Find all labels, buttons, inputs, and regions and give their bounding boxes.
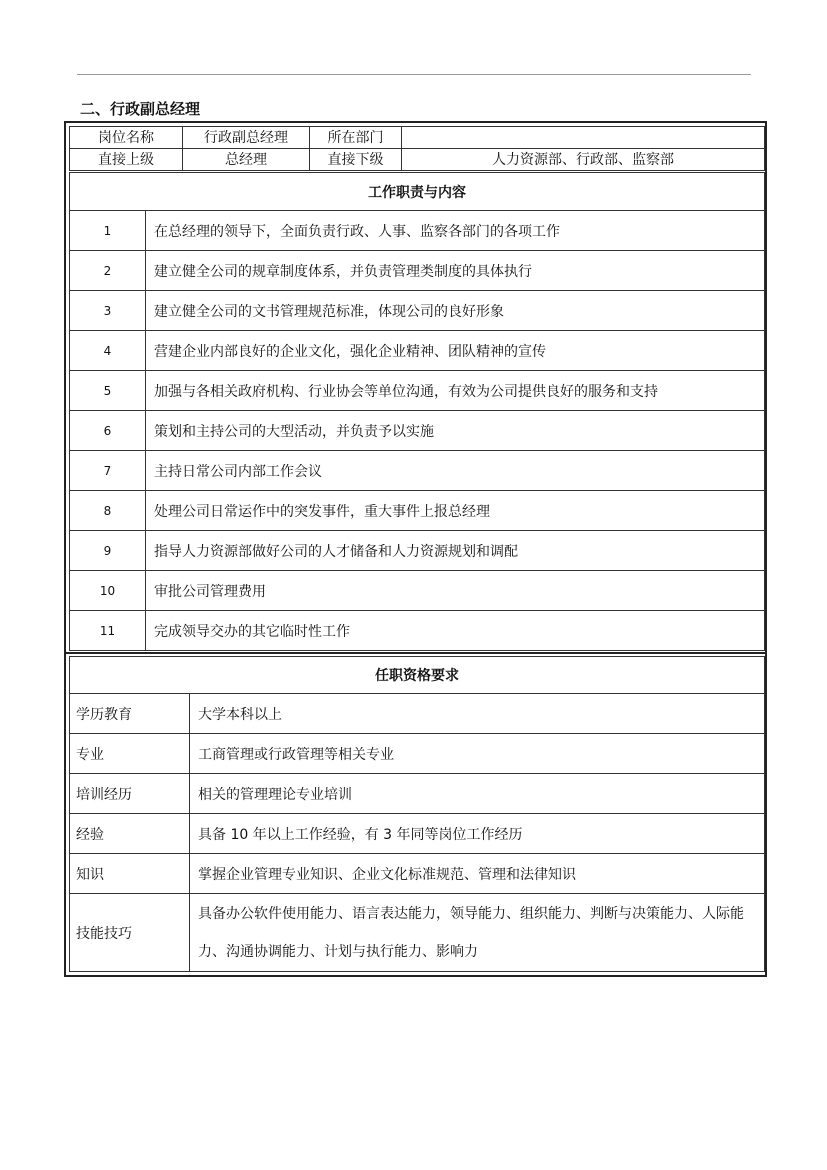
duty-text: 建立健全公司的文书管理规范标准，体现公司的良好形象 [146,291,765,331]
table-row [70,411,765,451]
label-superior: 直接上级 [70,149,183,171]
section-heading: 二、行政副总经理 [80,100,201,118]
table-row [70,211,765,251]
table-row [70,451,765,491]
value-department [402,127,765,149]
table-row [70,657,765,694]
header-rule [77,74,751,75]
table-row [70,774,765,814]
value-position: 行政副总经理 [183,127,310,149]
table-row [70,694,765,734]
duty-number: 9 [70,531,146,571]
table-row [70,149,765,171]
table-row [70,173,765,211]
requirement-value: 相关的管理理论专业培训 [190,774,765,814]
requirement-label: 学历教育 [70,694,190,734]
label-subordinate: 直接下级 [310,149,402,171]
requirements-title: 任职资格要求 [70,657,765,694]
requirement-value: 具备 10 年以上工作经验，有 3 年同等岗位工作经历 [190,814,765,854]
value-superior: 总经理 [183,149,310,171]
duty-text: 主持日常公司内部工作会议 [146,451,765,491]
duty-number: 10 [70,571,146,611]
duty-text: 指导人力资源部做好公司的人才储备和人力资源规划和调配 [146,531,765,571]
table-row [70,611,765,651]
label-position: 岗位名称 [70,127,183,149]
requirement-value: 大学本科以上 [190,694,765,734]
duty-number: 11 [70,611,146,651]
label-department: 所在部门 [310,127,402,149]
duty-number: 8 [70,491,146,531]
duty-number: 5 [70,371,146,411]
table-row [70,127,765,149]
duties-table [69,172,765,651]
table-row [70,571,765,611]
table-row [70,331,765,371]
duty-text: 审批公司管理费用 [146,571,765,611]
duty-number: 4 [70,331,146,371]
duty-text: 在总经理的领导下，全面负责行政、人事、监察各部门的各项工作 [146,211,765,251]
requirement-value: 掌握企业管理专业知识、企业文化标准规范、管理和法律知识 [190,854,765,894]
table-row [70,251,765,291]
table-row [70,371,765,411]
duty-number: 3 [70,291,146,331]
duty-number: 7 [70,451,146,491]
requirement-label: 培训经历 [70,774,190,814]
duties-title: 工作职责与内容 [70,173,765,211]
duty-number: 6 [70,411,146,451]
duty-text: 处理公司日常运作中的突发事件，重大事件上报总经理 [146,491,765,531]
requirement-label: 经验 [70,814,190,854]
table-row [70,894,765,972]
requirements-table [69,656,765,972]
table-row [70,531,765,571]
table-row [70,854,765,894]
value-subordinate: 人力资源部、行政部、监察部 [402,149,765,171]
table-row [70,734,765,774]
requirement-label: 专业 [70,734,190,774]
duty-number: 2 [70,251,146,291]
duty-text: 营建企业内部良好的企业文化，强化企业精神、团队精神的宣传 [146,331,765,371]
position-info-table [69,126,765,171]
requirement-value: 具备办公软件使用能力、语言表达能力，领导能力、组织能力、判断与决策能力、人际能力、沟通协调能力、计划与执行能力、影响力 [190,894,765,972]
duty-text: 加强与各相关政府机构、行业协会等单位沟通，有效为公司提供良好的服务和支持 [146,371,765,411]
section-divider [64,652,767,654]
requirement-label: 知识 [70,854,190,894]
requirement-value: 工商管理或行政管理等相关专业 [190,734,765,774]
duty-number: 1 [70,211,146,251]
table-row [70,291,765,331]
requirement-label: 技能技巧 [70,894,190,972]
duty-text: 完成领导交办的其它临时性工作 [146,611,765,651]
table-row [70,814,765,854]
duty-text: 策划和主持公司的大型活动，并负责予以实施 [146,411,765,451]
table-row [70,491,765,531]
duty-text: 建立健全公司的规章制度体系，并负责管理类制度的具体执行 [146,251,765,291]
